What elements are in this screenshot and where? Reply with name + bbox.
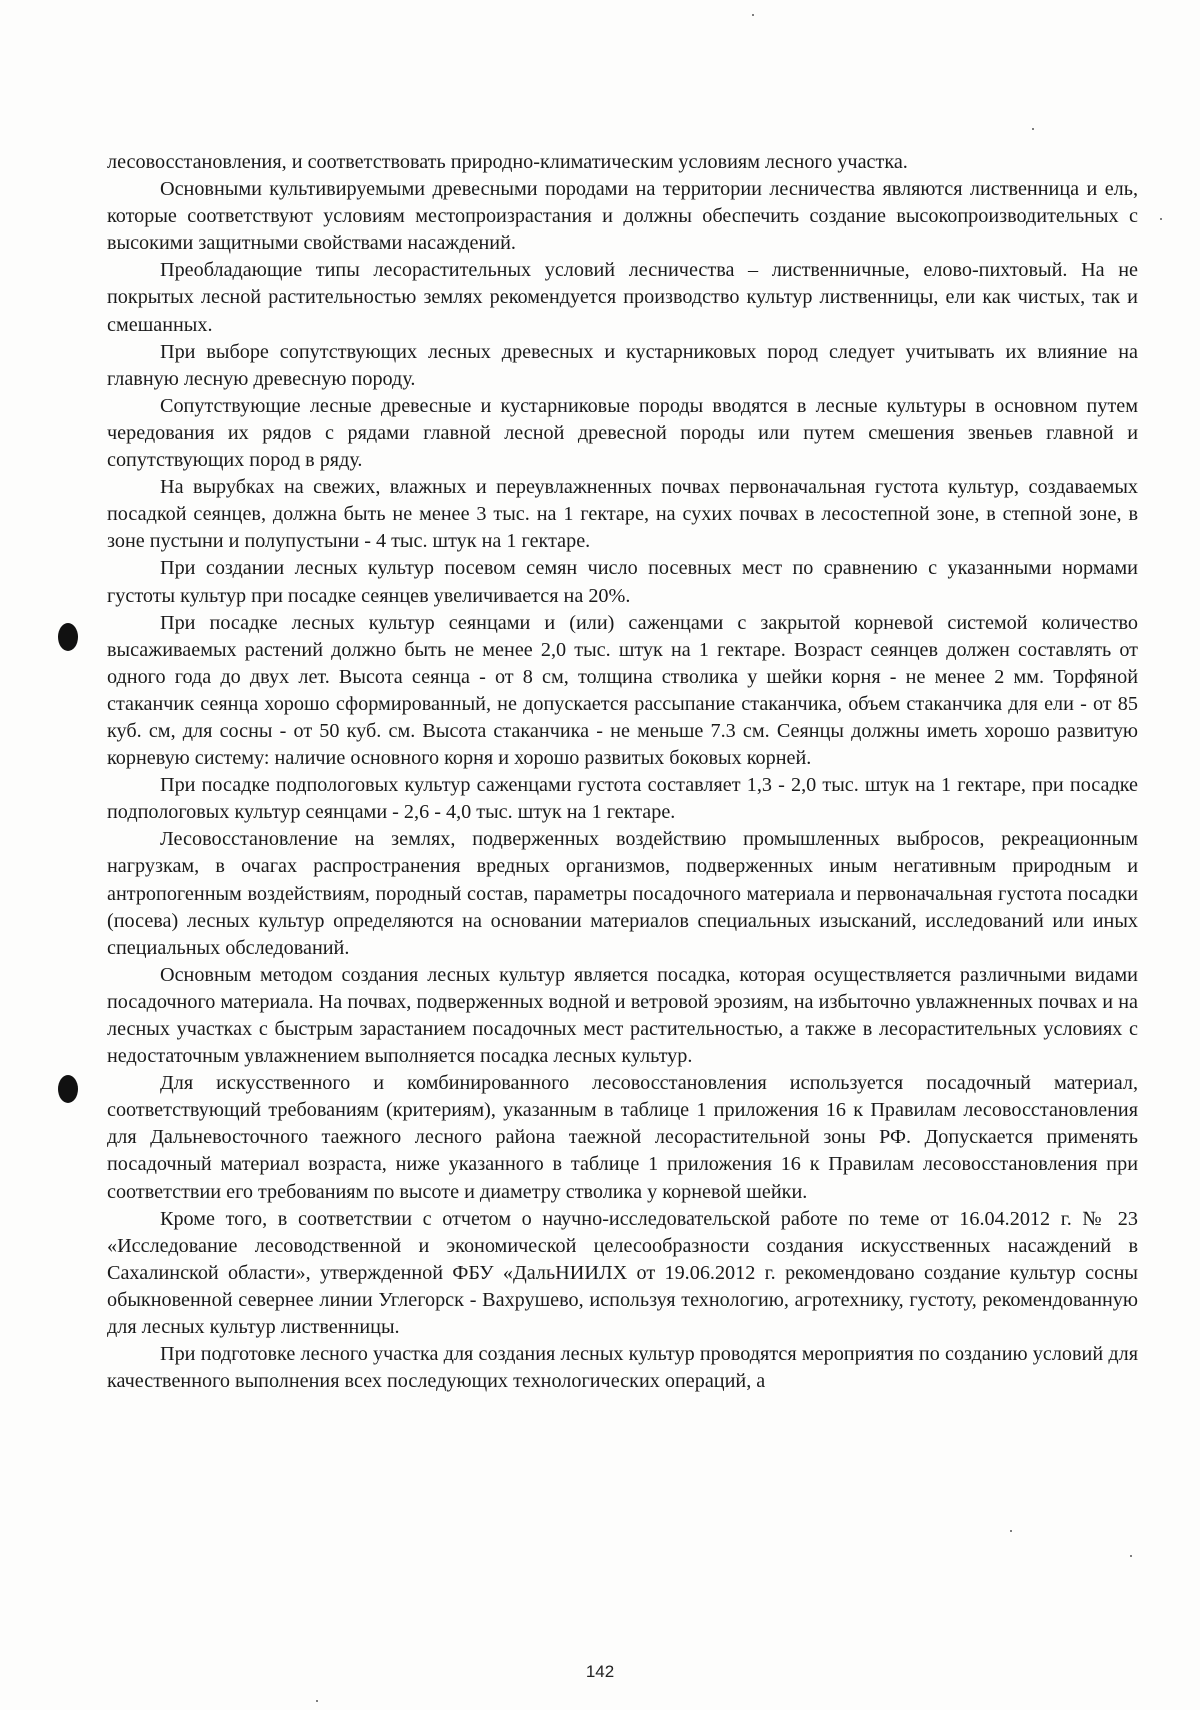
paragraph: Для искусственного и комбинированного лесовосстановления используется посадочный материал, соответствующий требованиям (критериям), указанным в таблице 1 приложения 16 к Правилам лесовосстановления для Дальневосточного таежного лесного района таежной лесорастительной зоны РФ. Допускается применять посадочный материал возраста, ниже указанного в таблице 1 приложения 16 к Правилам лесовосстановления при соответствии его требованиям по высоте и диаметру стволика у корневой шейки. xyxy=(107,1072,1138,1203)
punch-hole-mark xyxy=(58,623,78,651)
paragraph: На вырубках на свежих, влажных и переувлажненных почвах первоначальная густота культур, создаваемых посадкой сеянцев, должна быть не менее 3 тыс. на 1 гектаре, на сухих почвах в лесостепной зоне, в степной зоне, в зоне пустыни и полупустыни - 4 тыс. штук на 1 гектаре. xyxy=(107,476,1138,553)
paragraph: При посадке подпологовых культур саженцами густота составляет 1,3 - 2,0 тыс. штук на 1 гектаре, при посадке подпологовых культур сеянцами - 2,6 - 4,0 тыс. штук на 1 гектаре. xyxy=(107,774,1138,824)
scan-speck xyxy=(1032,128,1034,130)
document-body xyxy=(107,149,1138,1395)
paragraph: Лесовосстановление на землях, подверженных воздействию промышленных выбросов, рекреационным нагрузкам, в очагах распространения вредных организмов, подверженных иным негативным природным и антропогенным воздействиям, породный состав, параметры посадочного материала и первоначальная густота посадки (посева) лесных культур определяются на основании материалов специальных изысканий, исследований или иных специальных обследований. xyxy=(107,828,1138,959)
scan-speck xyxy=(1130,1555,1132,1557)
paragraph: Основными культивируемыми древесными породами на территории лесничества являются лиственница и ель, которые соответствуют условиям местопроизрастания и должны обеспечить создание высокопроизводительных с высокими защитными свойствами насаждений. xyxy=(107,178,1138,255)
paragraph: При выборе сопутствующих лесных древесных и кустарниковых пород следует учитывать их влияние на главную лесную древесную породу. xyxy=(107,340,1138,390)
paragraph: Кроме того, в соответствии с отчетом о научно-исследовательской работе по теме от 16.04.2012 г. № 23 «Исследование лесоводственной и экономической целесообразности создания искусственных насаждений в Сахалинской области», утвержденной ФБУ «ДальНИИЛХ от 19.06.2012 г. рекомендовано создание культур сосны обыкновенной севернее линии Углегорск - Вахрушево, используя технологию, агротехнику, густоту, рекомендованную для лесных культур лиственницы. xyxy=(107,1207,1138,1339)
paragraph: При подготовке лесного участка для создания лесных культур проводятся мероприятия по созданию условий для качественного выполнения всех последующих технологических операций, а xyxy=(107,1343,1138,1393)
scan-speck xyxy=(316,1700,318,1702)
scan-speck xyxy=(752,14,754,16)
scan-speck xyxy=(1010,1530,1012,1532)
paragraph: Сопутствующие лесные древесные и кустарниковые породы вводятся в лесные культуры в основном путем чередования их рядов с рядами главной лесной древесной породы или путем смешения звеньев главной и сопутствующих пород в ряду. xyxy=(107,394,1138,472)
page-number: 142 xyxy=(585,1662,615,1681)
paragraph: Преобладающие типы лесорастительных условий лесничества – лиственничные, елово-пихтовый. На не покрытых лесной растительностью землях рекомендуется производство культур лиственницы, ели как чистых, так и смешанных. xyxy=(107,259,1138,336)
punch-hole-mark xyxy=(58,1075,78,1103)
scan-speck xyxy=(1160,218,1162,220)
paragraph: лесовосстановления, и соответствовать природно-климатическим условиям лесного участка. xyxy=(107,151,908,173)
paragraph: При посадке лесных культур сеянцами и (или) саженцами с закрытой корневой системой количество высаживаемых растений должно быть не менее 2,0 тыс. штук на 1 гектаре. Возраст сеянцев должен составлять от одного года до двух лет. Высота сеянца - от 8 см, толщина стволика у шейки корня - не менее 2 мм. Торфяной стаканчик сеянца хорошо сформированный, не допускается рассыпание стаканчика, объем стаканчика для ели - от 85 куб. см, для сосны - от 50 куб. см. Высота стаканчика - не меньше 7.3 см. Сеянцы должны иметь хорошо развитую корневую систему: наличие основного корня и хорошо развитых боковых корней. xyxy=(107,611,1138,770)
paragraph: При создании лесных культур посевом семян число посевных мест по сравнению с указанными нормами густоты культур при посадке сеянцев увеличивается на 20%. xyxy=(107,557,1138,607)
paragraph: Основным методом создания лесных культур является посадка, которая осуществляется различными видами посадочного материала. На почвах, подверженных водной и ветровой эрозиям, на избыточно увлажненных почвах и на лесных участках с быстрым зарастанием посадочных мест растительностью, а также в лесорастительных условиях с недостаточным увлажнением выполняется посадка лесных культур. xyxy=(107,963,1138,1068)
